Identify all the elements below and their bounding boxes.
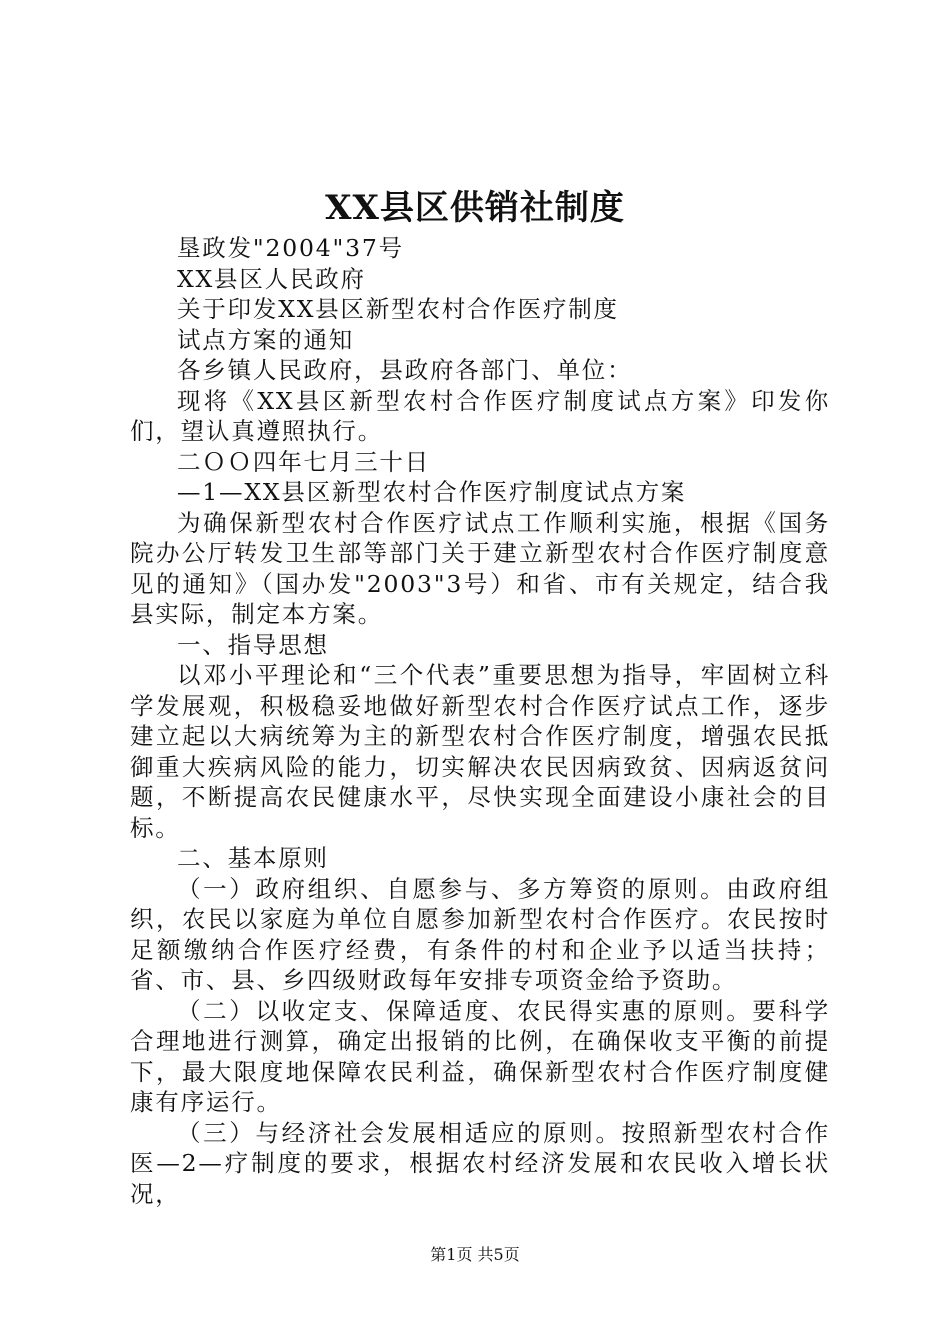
document-title: XX县区供销社制度 [325,188,625,228]
paragraph-principle-1: （一）政府组织、自愿参与、多方筹资的原则。由政府组织，农民以家庭为单位自愿参加新型农村合作医疗。农民按时足额缴纳合作医疗经费，有条件的村和企业予以适当扶持；省、市、县、乡四级财政每年安排专项资金给予资助。 [130,874,830,994]
section-heading-guiding-ideology: 一、指导思想 [177,630,329,659]
paragraph-subject-line-2: 试点方案的通知 [177,325,355,354]
paragraph-addressee: 各乡镇人民政府，县政府各部门、单位： [177,356,633,384]
page-footer: 第1页 共5页 [430,1245,520,1264]
paragraph-principle-3: （三）与经济社会发展相适应的原则。按照新型农村合作医—2—疗制度的要求，根据农村经济发展和农民收入增长状况， [130,1118,830,1208]
paragraph-plan-title: —1—XX县区新型农村合作医疗制度试点方案 [177,478,687,506]
paragraph-doc-number: 垦政发"2004"37号 [177,234,404,262]
paragraph-guiding-ideology: 以邓小平理论和“三个代表”重要思想为指导，牢固树立科学发展观，积极稳妥地做好新型农村合作医疗试点工作，逐步建立起以大病统筹为主的新型农村合作医疗制度，增强农民抵御重大疾病风险的能力，切实解决农民因病致贫、因病返贫问题，不断提高农民健康水平，尽快实现全面建设小康社会的目标。 [130,661,830,842]
section-heading-basic-principles: 二、基本原则 [177,844,329,872]
paragraph-notice: 现将《XX县区新型农村合作医疗制度试点方案》印发你们，望认真遵照执行。 [130,386,830,445]
paragraph-date: 二ＯＯ四年七月三十日 [177,447,430,476]
paragraph-principle-2: （二）以收定支、保障适度、农民得实惠的原则。要科学合理地进行测算，确定出报销的比例，在确保收支平衡的前提下，最大限度地保障农民利益，确保新型农村合作医疗制度健康有序运行。 [130,996,830,1116]
paragraph-subject-line-1: 关于印发XX县区新型农村合作医疗制度 [177,295,619,323]
paragraph-issuer: XX县区人民政府 [177,264,366,293]
paragraph-purpose: 为确保新型农村合作医疗试点工作顺利实施，根据《国务院办公厅转发卫生部等部门关于建立新型农村合作医疗制度意见的通知》（国办发"2003"3号）和省、市有关规定，结合我县实际，制定本方案。 [130,508,830,628]
document-body [130,233,830,1209]
